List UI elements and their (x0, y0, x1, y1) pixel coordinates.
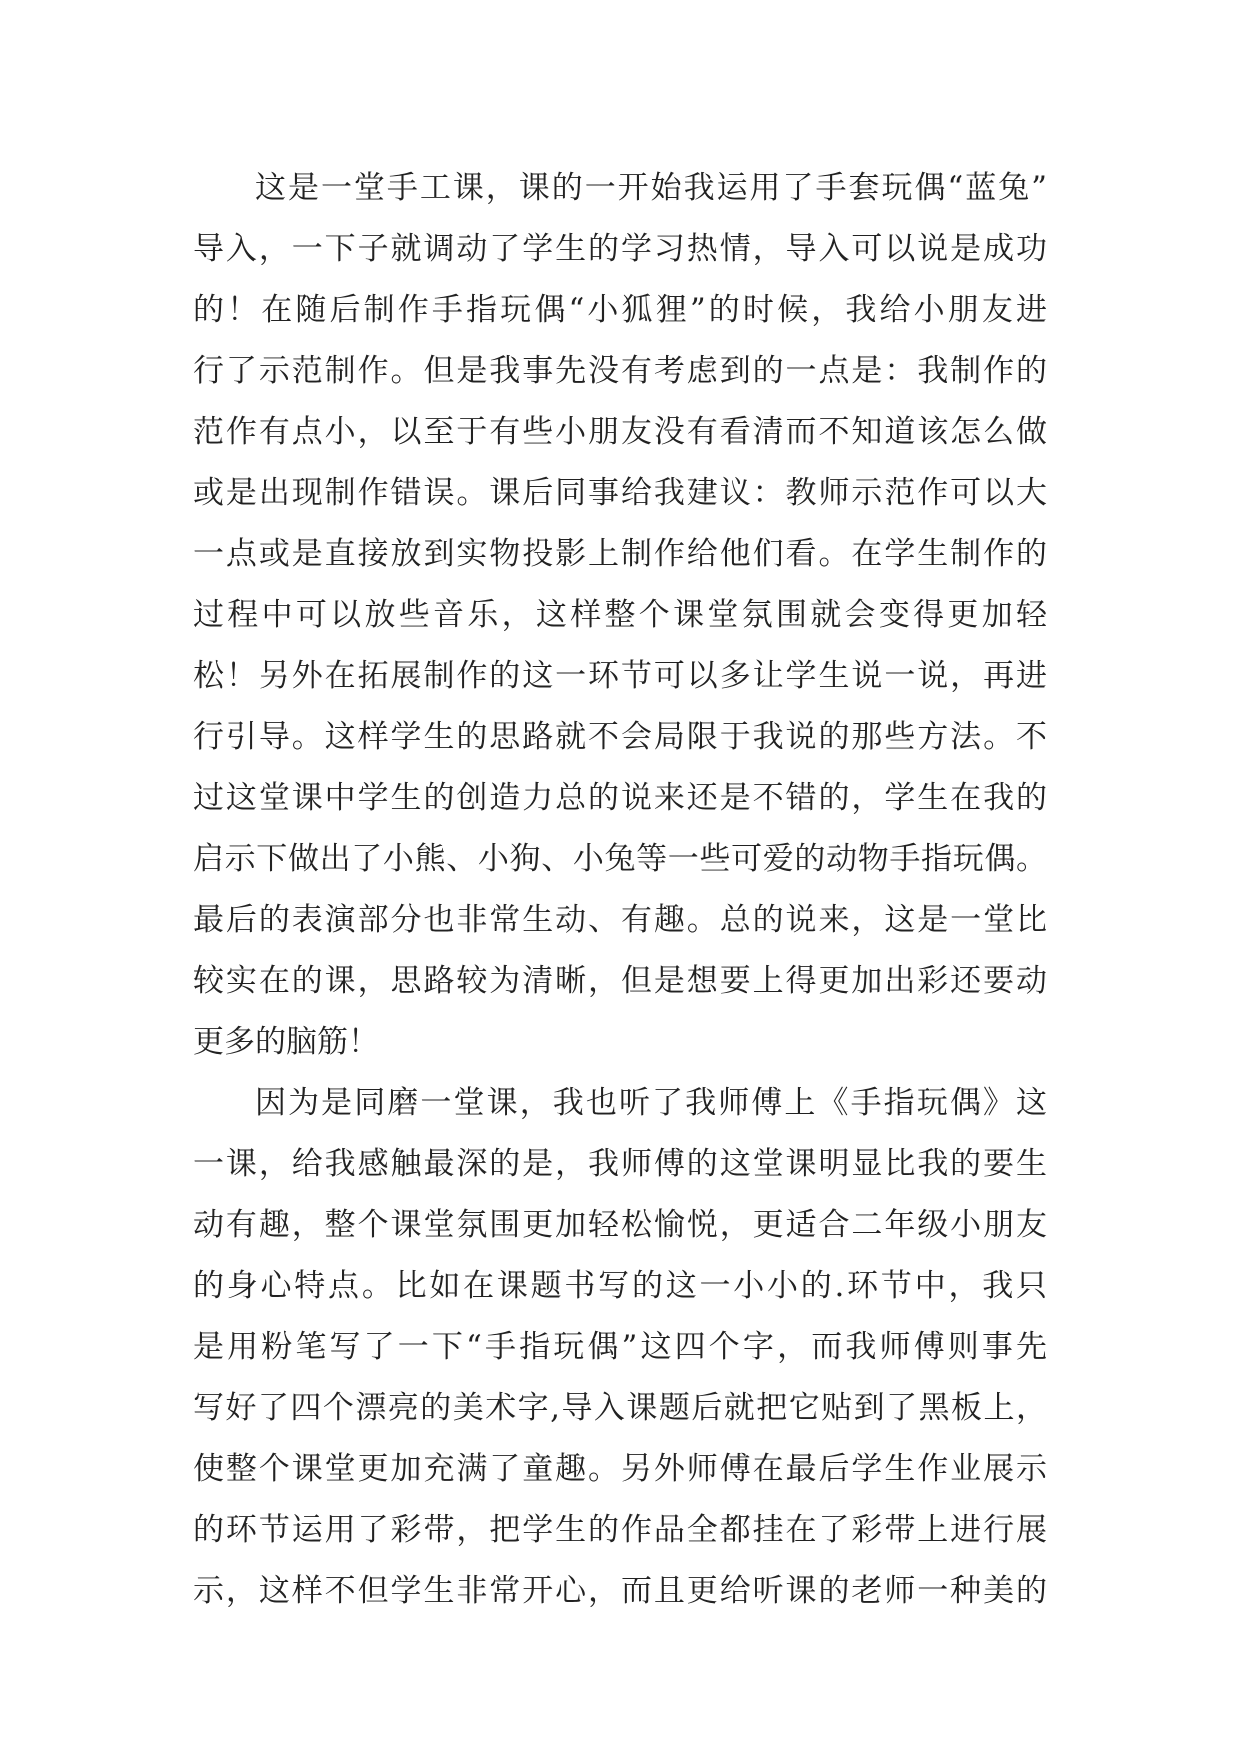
paragraph-line: 这是一堂手工课，课的一开始我运用了手套玩偶“蓝兔” (255, 170, 1047, 206)
document-body (193, 158, 1047, 1622)
paragraph-line: 过这堂课中学生的创造力总的说来还是不错的，学生在我的 (193, 780, 1047, 816)
paragraph-line: 较实在的课，思路较为清晰，但是想要上得更加出彩还要动 (193, 963, 1047, 999)
paragraph-line: 行了示范制作。但是我事先没有考虑到的一点是：我制作的 (193, 353, 1047, 389)
paragraph-line: 更多的脑筋！ (193, 1024, 379, 1060)
paragraph-2 (193, 1073, 1047, 1622)
paragraph-line: 一课，给我感触最深的是，我师傅的这堂课明显比我的要生 (193, 1146, 1047, 1182)
paragraph-line: 的身心特点。比如在课题书写的这一小小的.环节中，我只 (193, 1268, 1047, 1304)
paragraph-line: 动有趣，整个课堂氛围更加轻松愉悦，更适合二年级小朋友 (193, 1207, 1047, 1243)
paragraph-line: 示，这样不但学生非常开心，而且更给听课的老师一种美的 (193, 1573, 1047, 1609)
paragraph-line: 使整个课堂更加充满了童趣。另外师傅在最后学生作业展示 (193, 1451, 1047, 1487)
paragraph-line: 的环节运用了彩带，把学生的作品全都挂在了彩带上进行展 (193, 1512, 1047, 1548)
paragraph-line: 松！另外在拓展制作的这一环节可以多让学生说一说，再进 (193, 658, 1047, 694)
paragraph-line: 写好了四个漂亮的美术字,导入课题后就把它贴到了黑板上， (193, 1390, 1047, 1426)
paragraph-line: 最后的表演部分也非常生动、有趣。总的说来，这是一堂比 (193, 902, 1047, 938)
paragraph-line: 的！在随后制作手指玩偶“小狐狸”的时候，我给小朋友进 (193, 292, 1047, 328)
paragraph-line: 范作有点小，以至于有些小朋友没有看清而不知道该怎么做 (193, 414, 1047, 450)
paragraph-line: 因为是同磨一堂课，我也听了我师傅上《手指玩偶》这 (255, 1085, 1047, 1121)
paragraph-line: 启示下做出了小熊、小狗、小兔等一些可爱的动物手指玩偶。 (193, 841, 1047, 877)
paragraph-line: 行引导。这样学生的思路就不会局限于我说的那些方法。不 (193, 719, 1047, 755)
paragraph-line: 过程中可以放些音乐，这样整个课堂氛围就会变得更加轻 (193, 597, 1047, 633)
paragraph-line: 一点或是直接放到实物投影上制作给他们看。在学生制作的 (193, 536, 1047, 572)
paragraph-line: 是用粉笔写了一下“手指玩偶”这四个字，而我师傅则事先 (193, 1329, 1047, 1365)
paragraph-1 (193, 158, 1047, 1073)
paragraph-line: 导入，一下子就调动了学生的学习热情，导入可以说是成功 (193, 231, 1047, 267)
paragraph-line: 或是出现制作错误。课后同事给我建议：教师示范作可以大 (193, 475, 1047, 511)
